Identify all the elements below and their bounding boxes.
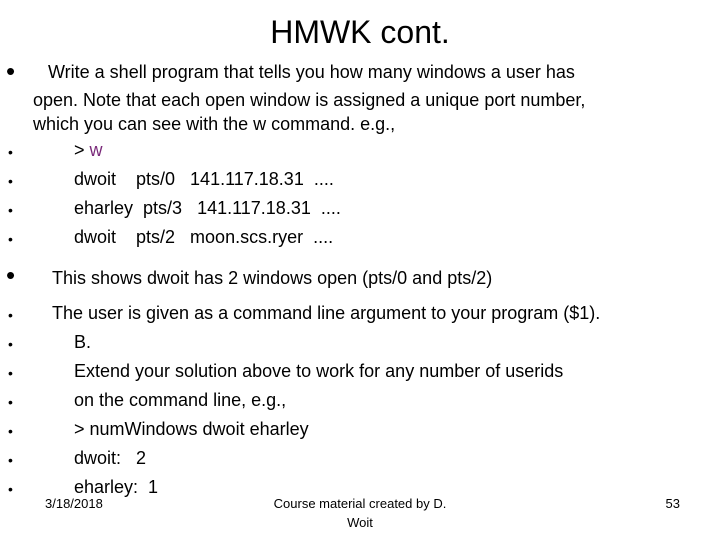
bullet-text: > numWindows dwoit eharley <box>74 419 309 439</box>
bullet-marker: • <box>8 452 13 468</box>
output-line: dwoit pts/2 moon.scs.ryer .... <box>74 227 334 247</box>
footer-date: 3/18/2018 <box>45 496 103 511</box>
bullet-text: Write a shell program that tells you how many windows a user has <box>48 62 575 82</box>
prompt-symbol: > <box>74 140 85 160</box>
bullet-marker: • <box>8 394 13 410</box>
bullet-text: dwoit: 2 <box>74 448 147 468</box>
page-number: 53 <box>665 496 680 511</box>
bullet-marker: • <box>8 365 13 381</box>
footer-credit-line1: Course material created by D. <box>273 496 447 511</box>
command-line <box>74 139 103 161</box>
bullet-text: Extend your solution above to work for any number of userids <box>74 361 564 381</box>
bullet-marker: • <box>6 260 16 290</box>
bullet-text: This shows dwoit has 2 windows open (pts/0 and pts/2) <box>52 268 493 288</box>
command-text: w <box>89 140 103 160</box>
bullet-text: on the command line, e.g., <box>74 390 287 410</box>
bullet-marker: • <box>8 173 13 189</box>
footer-credit-line2: Woit <box>347 515 373 530</box>
bullet-marker: • <box>8 336 13 352</box>
bullet-marker: • <box>6 56 16 86</box>
slide-title: HMWK cont. <box>270 14 450 50</box>
bullet-text: eharley: 1 <box>74 477 159 497</box>
output-line: dwoit pts/0 141.117.18.31 .... <box>74 169 334 189</box>
bullet-marker: • <box>8 202 13 218</box>
bullet-text: B. <box>74 332 92 352</box>
bullet-text-continuation: which you can see with the w command. e.g., <box>33 114 396 134</box>
bullet-text-continuation: open. Note that each open window is assigned a unique port number, <box>33 90 586 110</box>
bullet-marker: • <box>8 481 13 497</box>
bullet-marker: • <box>8 423 13 439</box>
bullet-marker: • <box>8 307 13 323</box>
bullet-marker: • <box>8 231 13 247</box>
output-line: eharley pts/3 141.117.18.31 .... <box>74 198 341 218</box>
bullet-marker: • <box>8 144 13 160</box>
bullet-text: The user is given as a command line argument to your program ($1). <box>52 303 601 323</box>
